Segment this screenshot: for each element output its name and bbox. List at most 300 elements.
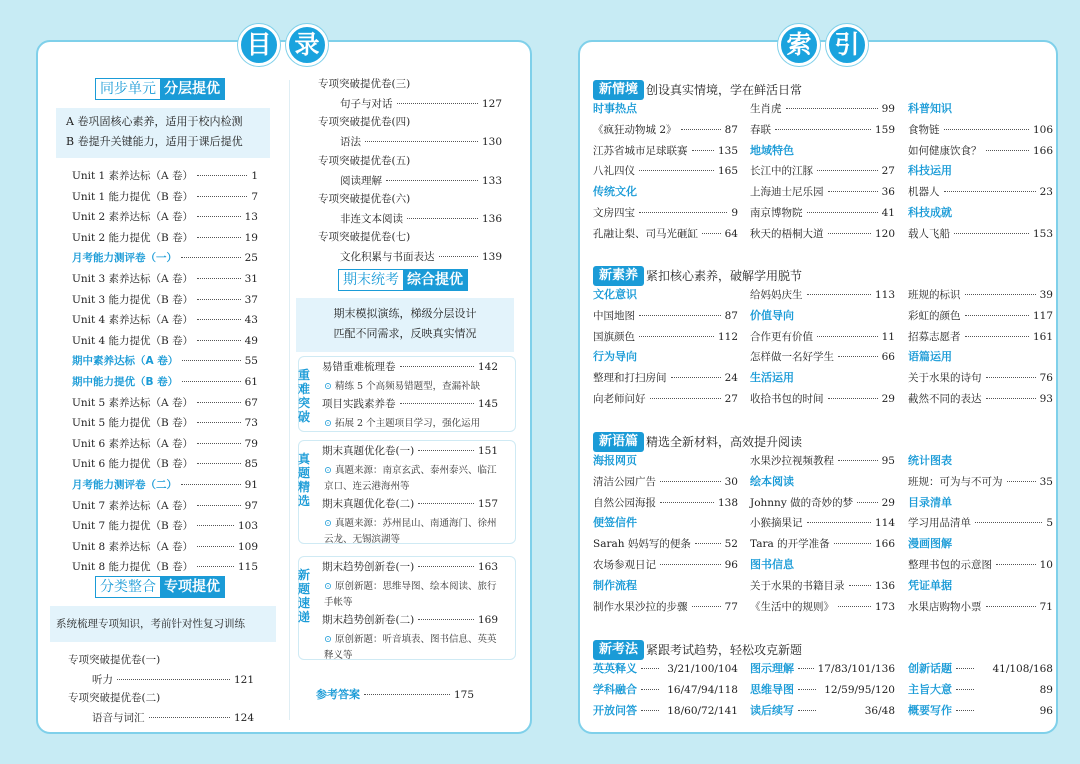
index-entry[interactable] <box>908 227 1053 241</box>
index-entry-leader <box>965 312 1029 316</box>
index-entry[interactable] <box>908 330 1053 344</box>
section-desc: 创设真实情境，学在鲜活日常 <box>646 83 803 97</box>
index-leader <box>956 707 974 711</box>
sync-banner-a: 同步单元 <box>96 79 160 99</box>
index-entry[interactable] <box>593 558 738 572</box>
index-entry[interactable] <box>750 600 895 614</box>
special-entry-label: 听力 <box>92 674 113 686</box>
index-entry[interactable] <box>593 600 738 614</box>
final-entry-page: 151 <box>477 445 498 457</box>
index-entry-leader <box>965 291 1036 295</box>
group-label-char: 新 <box>297 568 310 582</box>
sync-desc-line-2: B 卷提升关键能力，适用于课后提优 <box>66 135 243 148</box>
index-entry[interactable] <box>593 206 738 220</box>
final-entry-leader <box>418 447 474 451</box>
index-entry[interactable] <box>750 206 895 220</box>
special-entry-label: 非连文本阅读 <box>340 212 403 225</box>
unit-entry-label: Unit 8 素养达标（A 卷） <box>72 540 193 553</box>
unit-entry[interactable] <box>72 375 258 389</box>
index-entry[interactable] <box>908 558 1053 572</box>
index-entry-leader <box>828 395 878 399</box>
unit-entry-leader <box>197 522 234 526</box>
index-pages: 3/21/100/104 <box>667 663 738 675</box>
unit-entry-label: Unit 4 能力提优（B 卷） <box>72 334 194 347</box>
index-category: 便签信件 <box>593 516 637 530</box>
index-entry[interactable] <box>750 185 895 199</box>
index-entry-page: 117 <box>1032 309 1053 322</box>
index-category: 文化意识 <box>593 288 637 301</box>
index-category: 科技成就 <box>908 206 952 219</box>
final-entry-page: 169 <box>477 614 498 626</box>
final-entry-label: 易错重难梳理卷 <box>322 361 396 373</box>
index-entry-page: 112 <box>717 330 738 343</box>
note-arrow-icon: ⊙ <box>324 465 335 476</box>
sync-banner <box>95 78 225 100</box>
index-category: 科技运用 <box>908 164 952 178</box>
index-category: 读后续写 <box>750 703 794 717</box>
index-entry[interactable] <box>750 516 895 530</box>
index-entry-page: 87 <box>724 123 738 136</box>
unit-entry[interactable] <box>72 251 258 265</box>
final-entry-leader <box>400 400 474 404</box>
sync-desc <box>56 108 270 158</box>
index-entry[interactable] <box>908 392 1053 406</box>
unit-entry-leader <box>197 234 241 238</box>
unit-entry-leader <box>197 316 241 320</box>
index-entry[interactable] <box>908 475 1053 489</box>
section-tag: 新情境 <box>593 80 644 100</box>
index-entry-label: 机器人 <box>908 186 940 199</box>
unit-entry[interactable] <box>72 416 258 430</box>
index-entry-label: 国旗颜色 <box>593 330 635 343</box>
special-entry[interactable] <box>340 250 502 264</box>
index-entry-label: 合作更有价值 <box>750 330 813 343</box>
index-entry-page: 30 <box>724 475 738 488</box>
index-entry[interactable] <box>750 579 895 593</box>
group-label-char: 真 <box>297 452 310 466</box>
special-title: 专项突破提优卷(三) <box>318 78 411 90</box>
unit-entry-page: 115 <box>237 561 258 574</box>
index-category: 概要写作 <box>908 703 952 717</box>
index-entry-page: 95 <box>881 455 895 467</box>
index-entry-leader <box>695 540 721 544</box>
group-label-char: 题 <box>297 582 310 596</box>
note-arrow-icon: ⊙ <box>324 634 335 645</box>
final-entry[interactable] <box>322 397 498 411</box>
unit-entry[interactable] <box>72 499 258 513</box>
index-entry-leader <box>671 374 721 378</box>
answers-label: 参考答案 <box>316 688 360 701</box>
unit-entry[interactable] <box>72 457 258 471</box>
final-banner-a: 期末统考 <box>339 270 403 290</box>
index-category: 主旨大意 <box>908 682 952 696</box>
index-entry-label: 截然不同的表达 <box>908 393 982 405</box>
index-entry-label: 关于水果的诗句 <box>908 372 982 385</box>
index-entry-label: 向老师问好 <box>593 393 646 405</box>
special-entry-label: 文化积累与书面表达 <box>340 251 435 264</box>
special-entry-leader <box>407 215 478 219</box>
index-entry-leader <box>857 499 878 503</box>
index-entry[interactable] <box>593 164 738 178</box>
index-entry-label: 江苏省城市足球联赛 <box>593 144 688 157</box>
note-arrow-icon: ⊙ <box>324 418 335 429</box>
index-entry-leader <box>692 603 721 607</box>
index-entry-label: Tara 的开学准备 <box>750 538 830 551</box>
index-entry-label: 自然公园海报 <box>593 496 656 509</box>
index-entry-page: 138 <box>717 496 738 509</box>
final-entry-page: 145 <box>477 398 498 410</box>
unit-entry[interactable] <box>72 231 258 245</box>
index-category: 漫画图解 <box>908 537 952 551</box>
class-desc-text: 系统梳理专项知识，考前针对性复习训练 <box>56 618 245 630</box>
index-entry-label: 整理书包的示意图 <box>908 559 992 571</box>
unit-entry[interactable] <box>72 272 258 286</box>
index-entry-leader <box>639 167 714 171</box>
index-entry[interactable] <box>593 123 738 137</box>
index-entry-leader <box>996 561 1036 565</box>
index-entry-leader <box>807 519 871 523</box>
group-label-char: 突 <box>297 396 310 410</box>
unit-entry-page: 109 <box>237 540 258 553</box>
index-entry[interactable] <box>593 371 738 385</box>
index-entry[interactable] <box>750 392 895 406</box>
index-pages: 18/60/72/141 <box>667 704 738 717</box>
index-entry[interactable] <box>908 704 1053 718</box>
index-entry-label: 孔融让梨、司马光砸缸 <box>593 227 698 240</box>
unit-entry-leader <box>197 440 241 444</box>
note-arrow-icon: ⊙ <box>324 581 335 592</box>
index-category: 绘本阅读 <box>750 474 794 488</box>
index-entry-leader <box>849 582 871 586</box>
final-entry-note <box>324 516 497 532</box>
unit-entry[interactable] <box>72 334 258 348</box>
index-entry[interactable] <box>750 288 895 302</box>
index-category: 思维导图 <box>750 682 794 696</box>
index-entry-label: Sarah 妈妈写的便条 <box>593 538 691 551</box>
unit-entry[interactable] <box>72 437 258 451</box>
final-entry-label: 期末真题优化卷(一) <box>322 445 415 457</box>
index-entry[interactable] <box>908 516 1053 530</box>
final-entry-leader <box>418 500 474 504</box>
index-entry-label: 上海迪士尼乐园 <box>750 186 824 199</box>
special-title: 专项突破提优卷(六) <box>318 192 411 205</box>
unit-entry-label: Unit 1 素养达标（A 卷） <box>72 170 193 182</box>
class-desc <box>50 606 276 642</box>
index-entry[interactable] <box>593 475 738 489</box>
index-entry-page: 64 <box>724 227 738 240</box>
final-entry-note <box>324 579 497 595</box>
index-entry-label: 班规的标识 <box>908 289 961 301</box>
unit-entry[interactable] <box>72 190 258 204</box>
unit-entry-page: 37 <box>244 293 258 306</box>
unit-entry-leader <box>197 337 241 341</box>
index-entry[interactable] <box>908 123 1053 137</box>
section-tag: 新语篇 <box>593 432 644 452</box>
class-banner <box>95 576 225 598</box>
section-tag: 新考法 <box>593 640 644 660</box>
index-entry[interactable] <box>750 537 895 551</box>
index-entry[interactable] <box>908 600 1053 614</box>
index-entry-page: 27 <box>724 393 738 405</box>
index-entry-label: 收拾书包的时间 <box>750 393 824 405</box>
index-entry[interactable] <box>593 496 738 510</box>
unit-entry-page: 67 <box>244 396 258 409</box>
special-entry-leader <box>397 100 478 104</box>
index-entry[interactable] <box>593 330 738 344</box>
unit-entry-label: Unit 6 素养达标（A 卷） <box>72 437 193 450</box>
special-entry[interactable] <box>92 673 254 687</box>
index-leader <box>641 665 659 669</box>
special-entry-leader <box>365 138 478 142</box>
index-entry-leader <box>639 312 721 316</box>
index-entry-page: 114 <box>874 517 895 530</box>
index-entry-leader <box>838 603 871 607</box>
unit-entry-label: Unit 6 能力提优（B 卷） <box>72 458 194 471</box>
final-entry[interactable] <box>322 613 498 627</box>
unit-entry[interactable] <box>72 540 258 554</box>
unit-entry-label: Unit 2 素养达标（A 卷） <box>72 211 193 224</box>
unit-entry-page: 49 <box>244 334 258 347</box>
index-entry-page: 71 <box>1039 600 1053 613</box>
index-pages: 89 <box>1039 683 1053 696</box>
index-entry-label: 文房四宝 <box>593 207 635 219</box>
index-entry[interactable] <box>593 309 738 323</box>
index-entry[interactable] <box>750 350 895 364</box>
unit-entry-page: 31 <box>244 273 258 285</box>
group-label <box>296 452 312 508</box>
index-entry-leader <box>986 374 1036 378</box>
index-entry-label: 学习用品清单 <box>908 517 971 530</box>
final-entry[interactable] <box>322 497 498 511</box>
index-entry-leader <box>954 230 1029 234</box>
final-desc <box>296 298 514 352</box>
special-entry[interactable] <box>92 711 254 725</box>
special-entry-leader <box>386 177 478 181</box>
index-entry[interactable] <box>750 662 895 676</box>
index-category: 开放问答 <box>593 703 637 717</box>
note-text: 真题来源：南京玄武、泰州泰兴、临江 <box>334 465 497 476</box>
index-entry-page: 161 <box>1032 330 1053 343</box>
index-leader <box>798 686 816 690</box>
index-entry[interactable] <box>750 683 895 697</box>
index-entry[interactable] <box>750 704 895 718</box>
special-entry-page: 133 <box>481 174 502 187</box>
group-label-char: 选 <box>297 494 310 508</box>
special-entry-page: 127 <box>481 98 502 110</box>
index-entry-page: 41 <box>881 207 895 219</box>
special-entry-page: 136 <box>481 212 502 225</box>
unit-entry-label: Unit 8 能力提优（B 卷） <box>72 561 194 574</box>
final-entry[interactable] <box>322 560 498 574</box>
index-entry[interactable] <box>908 185 1053 199</box>
note-text: 手帐等 <box>324 597 353 608</box>
index-entry[interactable] <box>908 662 1053 676</box>
final-entry-note <box>324 595 353 611</box>
index-entry-leader <box>639 209 727 213</box>
index-entry-leader <box>1007 478 1036 482</box>
answers-entry[interactable] <box>316 688 474 702</box>
unit-entry-page: 55 <box>244 355 258 368</box>
index-entry-label: 水果沙拉视频教程 <box>750 455 834 467</box>
unit-entry[interactable] <box>72 313 258 327</box>
index-entry-page: 99 <box>881 103 895 115</box>
index-leader <box>641 686 659 690</box>
unit-entry[interactable] <box>72 519 258 533</box>
unit-entry[interactable] <box>72 396 258 410</box>
special-entry-label: 语音与词汇 <box>92 712 145 724</box>
index-entry-leader <box>660 561 721 565</box>
index-entry-page: 136 <box>874 579 895 592</box>
index-entry-leader <box>986 603 1036 607</box>
index-entry[interactable] <box>593 144 738 158</box>
index-entry-leader <box>986 395 1036 399</box>
final-entry-page: 157 <box>477 498 498 510</box>
index-entry-label: 给妈妈庆生 <box>750 289 803 301</box>
index-pages: 41/108/168 <box>992 663 1053 675</box>
special-entry[interactable] <box>340 212 502 226</box>
index-leader <box>641 707 659 711</box>
final-entry-label: 期末真题优化卷(二) <box>322 498 415 510</box>
index-leader <box>798 665 814 669</box>
index-entry-leader <box>828 230 871 234</box>
index-entry[interactable] <box>593 392 738 406</box>
index-entry-leader <box>807 291 871 295</box>
index-category: 科普知识 <box>908 102 952 115</box>
unit-entry-leader <box>197 172 247 176</box>
note-text: 真题来源：苏州昆山、南通海门、徐州 <box>334 518 497 529</box>
index-entry-page: 166 <box>874 538 895 551</box>
unit-entry-label: 期中素养达标（A 卷） <box>72 355 179 368</box>
index-entry[interactable] <box>750 164 895 178</box>
special-entry-page: 124 <box>233 712 254 724</box>
index-entry[interactable] <box>750 227 895 241</box>
index-entry-label: 招募志愿者 <box>908 330 961 343</box>
index-category: 学科融合 <box>593 682 637 696</box>
section-desc: 精选全新材料，高效提升阅读 <box>646 435 803 449</box>
index-category: 时事热点 <box>593 102 637 115</box>
index-entry-page: 87 <box>724 309 738 322</box>
unit-entry-page: 61 <box>244 376 258 388</box>
index-entry[interactable] <box>593 662 738 676</box>
unit-entry[interactable] <box>72 210 258 224</box>
unit-entry-leader <box>197 460 241 464</box>
special-entry-label: 阅读理解 <box>340 174 382 187</box>
index-entry-page: 113 <box>874 289 895 301</box>
final-entry-label: 项目实践素养卷 <box>322 398 396 410</box>
index-entry-label: 制作水果沙拉的步骤 <box>593 600 688 613</box>
index-pages: 12/59/95/120 <box>824 683 895 696</box>
final-entry[interactable] <box>322 444 498 458</box>
index-entry-page: 27 <box>881 165 895 178</box>
unit-entry-leader <box>197 275 241 279</box>
index-entry[interactable] <box>908 288 1053 302</box>
final-entry[interactable] <box>322 360 498 374</box>
special-title: 专项突破提优卷(五) <box>318 154 411 167</box>
index-entry-leader <box>692 147 714 151</box>
index-entry-page: 9 <box>731 207 738 219</box>
index-leader <box>798 707 816 711</box>
index-entry[interactable] <box>750 454 895 468</box>
index-entry-label: 怎样做一名好学生 <box>750 351 834 364</box>
unit-entry-label: Unit 2 能力提优（B 卷） <box>72 231 194 244</box>
unit-entry-label: 月考能力测评卷（一） <box>72 252 177 265</box>
final-entry-note <box>324 463 497 479</box>
index-entry-label: Johnny 做的奇妙的梦 <box>750 496 854 509</box>
note-text: 京口、连云港海州等 <box>324 481 410 492</box>
index-entry[interactable] <box>593 683 738 697</box>
unit-entry[interactable] <box>72 478 258 492</box>
index-entry[interactable] <box>908 309 1053 323</box>
index-category: 海报网页 <box>593 454 637 467</box>
group-label-char: 重 <box>297 368 310 382</box>
final-entry-note <box>324 632 497 648</box>
unit-entry-label: 期中能力提优（B 卷） <box>72 376 179 388</box>
unit-entry[interactable] <box>72 293 258 307</box>
index-entry[interactable] <box>593 704 738 718</box>
final-entry-page: 163 <box>477 561 498 573</box>
index-entry[interactable] <box>908 371 1053 385</box>
section-desc: 紧跟考试趋势，轻松攻克新题 <box>646 643 803 657</box>
unit-entry-leader <box>197 563 234 567</box>
index-entry[interactable] <box>908 144 1053 158</box>
index-entry-leader <box>817 333 878 337</box>
index-entry-page: 5 <box>1046 517 1053 530</box>
special-title: 专项突破提优卷(四) <box>318 116 411 129</box>
index-entry[interactable] <box>593 537 738 551</box>
index-entry-label: 小猴摘果记 <box>750 517 803 530</box>
index-entry-leader <box>681 126 721 130</box>
unit-entry-label: Unit 3 能力提优（B 卷） <box>72 293 194 306</box>
special-entry[interactable] <box>340 97 502 111</box>
final-banner <box>338 269 468 291</box>
index-entry-page: 165 <box>717 165 738 178</box>
final-desc-line-2: 匹配不同需求，反映真实情况 <box>333 327 477 340</box>
index-entry[interactable] <box>908 683 1053 697</box>
special-entry[interactable] <box>340 135 502 149</box>
index-entry-leader <box>775 126 871 130</box>
index-leader <box>956 665 974 669</box>
index-entry-label: 长江中的江豚 <box>750 165 813 178</box>
index-entry[interactable] <box>750 496 895 510</box>
index-entry[interactable] <box>750 102 895 116</box>
index-entry[interactable] <box>750 330 895 344</box>
unit-entry-page: 103 <box>237 520 258 533</box>
index-entry[interactable] <box>750 123 895 137</box>
final-entry-note <box>324 379 480 395</box>
unit-entry[interactable] <box>72 169 258 183</box>
unit-entry-leader <box>197 296 241 300</box>
special-entry[interactable] <box>340 174 502 188</box>
index-entry-page: 106 <box>1032 123 1053 136</box>
index-entry-page: 173 <box>874 600 895 613</box>
unit-entry-leader <box>197 399 241 403</box>
index-category: 价值导向 <box>750 308 794 322</box>
unit-entry-label: Unit 4 素养达标（A 卷） <box>72 314 193 327</box>
special-entry-page: 130 <box>481 136 502 149</box>
index-entry[interactable] <box>593 227 738 241</box>
group-label-char: 递 <box>297 610 310 624</box>
unit-entry[interactable] <box>72 560 258 574</box>
group-label-char: 难 <box>297 382 310 396</box>
index-entry-leader <box>838 457 878 461</box>
index-entry-leader <box>786 105 878 109</box>
final-entry-leader <box>400 363 474 367</box>
special-entry-leader <box>117 676 230 680</box>
unit-entry[interactable] <box>72 354 258 368</box>
index-category: 英英释义 <box>593 662 637 675</box>
index-entry-page: 52 <box>724 538 738 551</box>
unit-entry-label: Unit 5 素养达标（A 卷） <box>72 396 193 409</box>
